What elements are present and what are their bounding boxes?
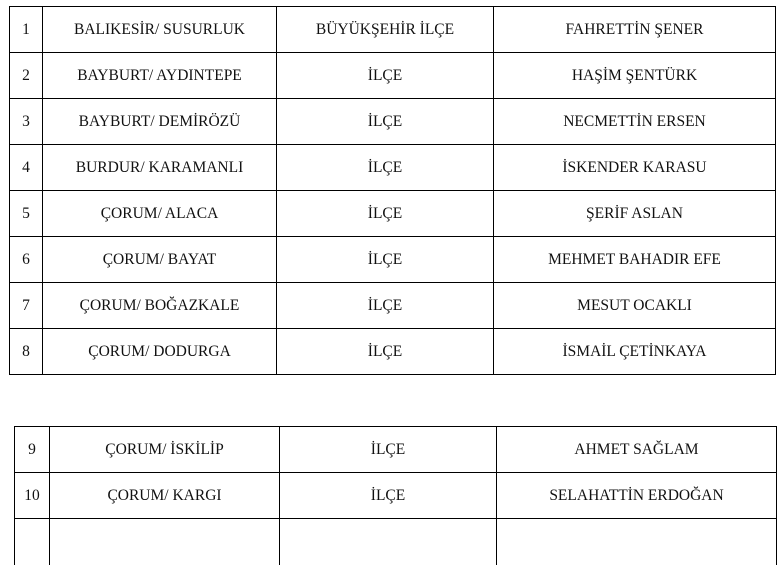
location-cell: ÇORUM/ İSKİLİP bbox=[50, 427, 280, 473]
name-cell: NECMETTİN ERSEN bbox=[494, 99, 776, 145]
row-number-cell: 5 bbox=[10, 191, 43, 237]
row-number-cell: 1 bbox=[10, 7, 43, 53]
name-cell: AHMET SAĞLAM bbox=[497, 427, 777, 473]
location-cell bbox=[50, 519, 280, 565]
row-number-cell: 7 bbox=[10, 283, 43, 329]
type-cell: İLÇE bbox=[277, 99, 494, 145]
name-cell: HAŞİM ŞENTÜRK bbox=[494, 53, 776, 99]
officials-table-1 bbox=[9, 6, 776, 375]
location-cell: BAYBURT/ AYDINTEPE bbox=[43, 53, 277, 99]
type-cell: İLÇE bbox=[277, 237, 494, 283]
table-row bbox=[10, 53, 776, 99]
table-row bbox=[10, 191, 776, 237]
type-cell: İLÇE bbox=[277, 53, 494, 99]
name-cell: MESUT OCAKLI bbox=[494, 283, 776, 329]
table-row bbox=[10, 99, 776, 145]
table-body bbox=[10, 7, 776, 375]
table-row bbox=[15, 427, 777, 473]
location-cell: ÇORUM/ BOĞAZKALE bbox=[43, 283, 277, 329]
table-row bbox=[10, 283, 776, 329]
name-cell: ŞERİF ASLAN bbox=[494, 191, 776, 237]
name-cell: SELAHATTİN ERDOĞAN bbox=[497, 473, 777, 519]
location-cell: ÇORUM/ KARGI bbox=[50, 473, 280, 519]
type-cell: İLÇE bbox=[277, 145, 494, 191]
row-number-cell: 2 bbox=[10, 53, 43, 99]
table-body bbox=[15, 427, 777, 565]
type-cell bbox=[280, 519, 497, 565]
table-row-partial bbox=[15, 519, 777, 565]
type-cell: İLÇE bbox=[277, 191, 494, 237]
location-cell: ÇORUM/ DODURGA bbox=[43, 329, 277, 375]
row-number-cell: 3 bbox=[10, 99, 43, 145]
name-cell: İSMAİL ÇETİNKAYA bbox=[494, 329, 776, 375]
row-number-cell: 9 bbox=[15, 427, 50, 473]
name-cell bbox=[497, 519, 777, 565]
row-number-cell: 4 bbox=[10, 145, 43, 191]
table-row bbox=[10, 7, 776, 53]
officials-table-2 bbox=[14, 426, 777, 565]
type-cell: İLÇE bbox=[280, 473, 497, 519]
location-cell: BALIKESİR/ SUSURLUK bbox=[43, 7, 277, 53]
type-cell: BÜYÜKŞEHİR İLÇE bbox=[277, 7, 494, 53]
table-row bbox=[10, 237, 776, 283]
location-cell: ÇORUM/ BAYAT bbox=[43, 237, 277, 283]
location-cell: BAYBURT/ DEMİRÖZÜ bbox=[43, 99, 277, 145]
location-cell: BURDUR/ KARAMANLI bbox=[43, 145, 277, 191]
type-cell: İLÇE bbox=[277, 329, 494, 375]
type-cell: İLÇE bbox=[280, 427, 497, 473]
type-cell: İLÇE bbox=[277, 283, 494, 329]
name-cell: İSKENDER KARASU bbox=[494, 145, 776, 191]
table-row bbox=[10, 145, 776, 191]
location-cell: ÇORUM/ ALACA bbox=[43, 191, 277, 237]
name-cell: FAHRETTİN ŞENER bbox=[494, 7, 776, 53]
name-cell: MEHMET BAHADIR EFE bbox=[494, 237, 776, 283]
row-number-cell: 6 bbox=[10, 237, 43, 283]
row-number-cell bbox=[15, 519, 50, 565]
row-number-cell: 10 bbox=[15, 473, 50, 519]
table-row bbox=[10, 329, 776, 375]
row-number-cell: 8 bbox=[10, 329, 43, 375]
table-row bbox=[15, 473, 777, 519]
